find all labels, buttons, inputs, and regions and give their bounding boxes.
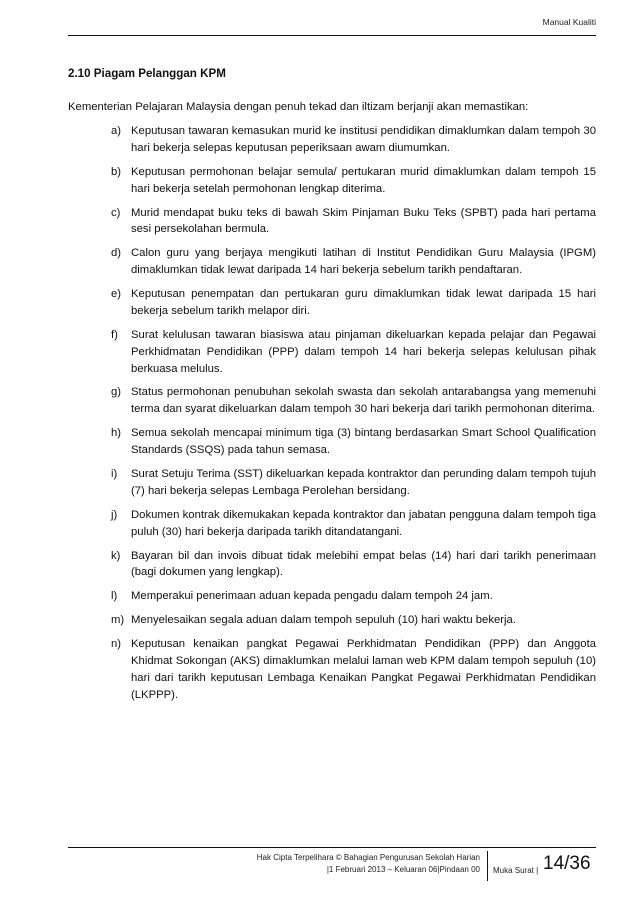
- list-item: [68, 425, 596, 459]
- item-marker: k): [111, 549, 121, 562]
- list-item: [68, 205, 596, 239]
- item-text: Surat kelulusan tawaran biasiswa atau pinjaman dikeluarkan kepada pelajar dan Pegawai Perkhidmatan Pendidikan (PPP) dalam tempoh 14 hari bekerja selepas kelulusan pihak berkuasa melulus.: [131, 328, 596, 375]
- list-item: [68, 548, 596, 582]
- footer-copyright-line1: Hak Cipta Terpelihara © Bahagian Pengurusan Sekolah Harian: [256, 853, 480, 862]
- list-item: [68, 327, 596, 377]
- item-marker: h): [111, 427, 122, 440]
- item-text: Keputusan kenaikan pangkat Pegawai Perkhidmatan Pendidikan (PPP) dan Anggota Khidmat Sokongan (AKS) dimaklumkan melalui laman web KPM dalam tempoh sepuluh (10) hari dari tarikh keputusan Lembaga Kenaikan Pangkat Pegawai Perkhidmatan Pendidikan (LKPPP).: [131, 638, 596, 701]
- list-item: [68, 507, 596, 541]
- footer-copyright: [210, 852, 480, 876]
- item-marker: l): [111, 590, 118, 603]
- footer-vertical-divider: [487, 851, 488, 881]
- list-item: [68, 588, 596, 605]
- item-text: Memperakui penerimaan aduan kepada pengadu dalam tempoh 24 jam.: [131, 590, 493, 603]
- item-text: Menyelesaikan segala aduan dalam tempoh sepuluh (10) hari waktu bekerja.: [131, 614, 516, 627]
- item-text: Murid mendapat buku teks di bawah Skim Pinjaman Buku Teks (SPBT) pada hari pertama sesi persekolahan bermula.: [131, 206, 596, 236]
- footer-divider: [68, 847, 596, 848]
- item-text: Keputusan penempatan dan pertukaran guru dimaklumkan tidak lewat daripada 15 hari bekerja sebelum tarikh melapor diri.: [131, 288, 596, 317]
- item-marker: e): [111, 288, 122, 301]
- list-item: [68, 123, 596, 157]
- list-item: [68, 466, 596, 500]
- item-text: Dokumen kontrak dikemukakan kepada kontraktor dan jabatan pengguna dalam tempoh tiga puluh (30) hari bekerja daripada tarikh ditandatangani.: [131, 508, 596, 538]
- item-marker: j): [111, 508, 118, 521]
- item-text: Keputusan tawaran kemasukan murid ke institusi pendidikan dimaklumkan dalam tempoh 30 hari bekerja selepas keputusan peperiksaan awam diumumkan.: [131, 125, 596, 154]
- list-item: [68, 612, 596, 629]
- list-item: [68, 245, 596, 279]
- item-text: Semua sekolah mencapai minimum tiga (3) bintang berdasarkan Smart School Qualification Standards (SSQS) pada tahun semasa.: [131, 427, 596, 457]
- intro-paragraph: Kementerian Pelajaran Malaysia dengan penuh tekad dan iltizam berjanji akan memastikan:: [68, 101, 529, 113]
- list-item: [68, 636, 596, 703]
- item-text: Surat Setuju Terima (SST) dikeluarkan kepada kontraktor dan perunding dalam tempoh tujuh (7) hari bekerja selepas Lembaga Perolehan bersidang.: [131, 468, 596, 497]
- section-title: 2.10 Piagam Pelanggan KPM: [68, 67, 226, 80]
- item-text: Calon guru yang berjaya mengikuti latihan di Institut Pendidikan Guru Malaysia (IPGM) dimaklumkan tidak lewat daripada 14 hari bekerja sebelum tarikh pendaftaran.: [131, 247, 596, 277]
- item-marker: m): [111, 614, 125, 627]
- item-text: Status permohonan penubuhan sekolah swasta dan sekolah antarabangsa yang memenuhi terma dan syarat dikeluarkan dalam tempoh 30 hari bekerja dari tarikh permohonan diterima.: [131, 386, 596, 416]
- charter-list: [68, 123, 596, 711]
- item-marker: b): [111, 165, 122, 178]
- header-divider: [68, 35, 596, 36]
- header-title: Manual Kualiti: [542, 17, 596, 27]
- item-marker: n): [111, 638, 122, 651]
- footer-copyright-line2: |1 Februari 2013 – Keluaran 06|Pindaan 00: [326, 865, 480, 874]
- page-label: Muka Surat |: [493, 866, 539, 875]
- item-text: Keputusan permohonan belajar semula/ pertukaran murid dimaklumkan dalam tempoh 15 hari bekerja setelah permohonan lengkap diterima.: [131, 165, 596, 195]
- item-marker: c): [111, 206, 121, 219]
- item-marker: i): [111, 468, 118, 481]
- item-marker: f): [111, 328, 118, 341]
- item-marker: d): [111, 247, 122, 260]
- page-number: 14/36: [543, 853, 591, 874]
- item-marker: a): [111, 125, 122, 137]
- item-marker: g): [111, 386, 122, 399]
- list-item: [68, 164, 596, 198]
- list-item: [68, 384, 596, 418]
- item-text: Bayaran bil dan invois dibuat tidak melebihi empat belas (14) hari dari tarikh penerimaan (bagi dokumen yang lengkap).: [131, 549, 596, 579]
- list-item: [68, 286, 596, 320]
